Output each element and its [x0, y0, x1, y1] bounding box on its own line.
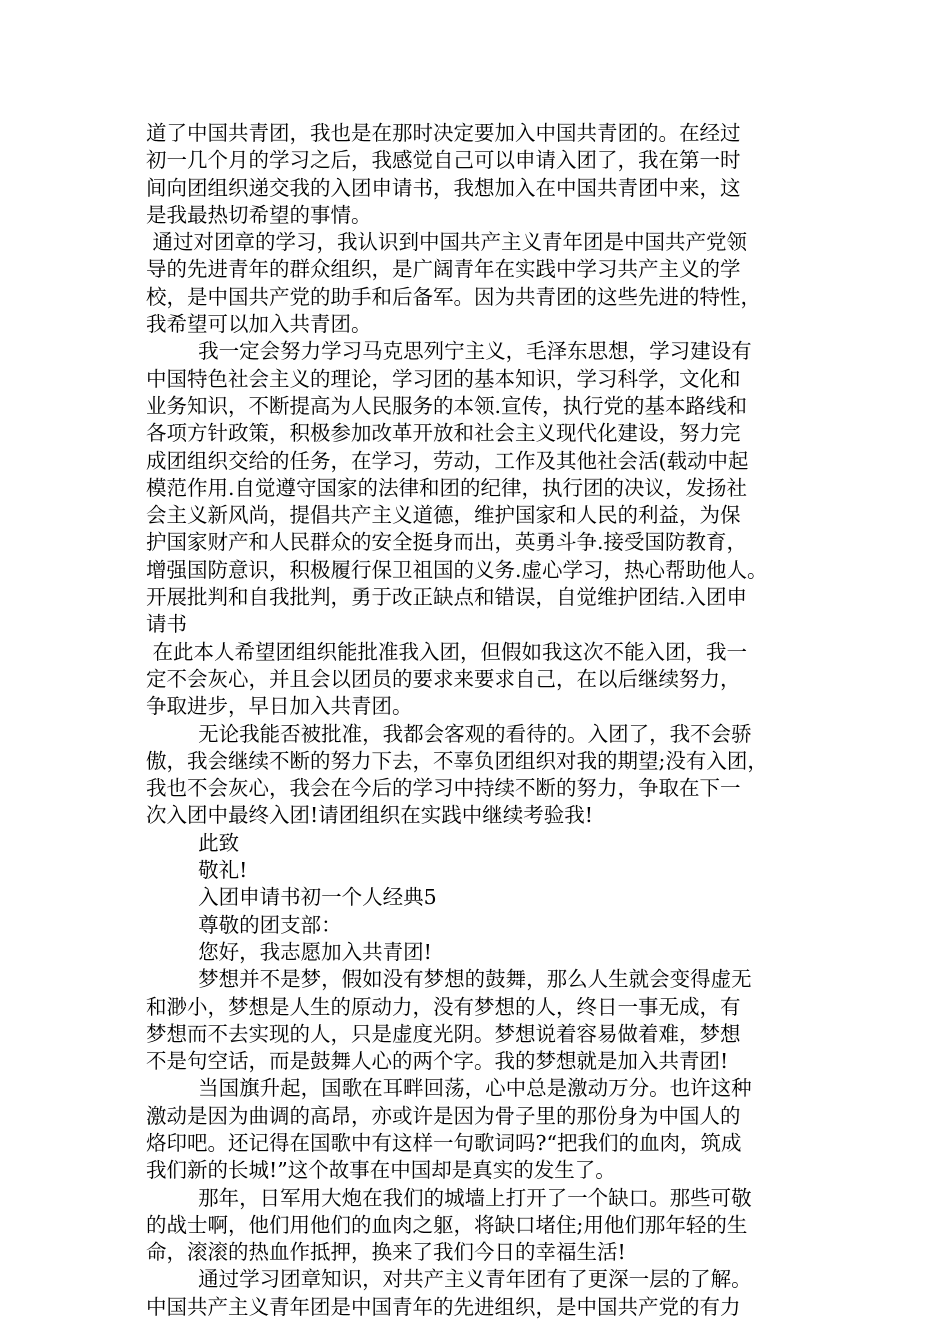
- text-line: 开展批判和自我批判，勇于改正缺点和错误，自觉维护团结.入团申: [146, 585, 748, 610]
- text-line: 增强国防意识，积极履行保卫祖国的义务.虚心学习，热心帮助他人。: [146, 557, 768, 582]
- text-line: 激动是因为曲调的高昂，亦或许是因为骨子里的那份身为中国人的: [146, 1103, 741, 1128]
- text-line: 间向团组织递交我的入团申请书，我想加入在中国共青团中来，这: [146, 175, 741, 200]
- text-line: 我也不会灰心，我会在今后的学习中持续不断的努力，争取在下一: [146, 776, 741, 801]
- text-line: 中国特色社会主义的理论，学习团的基本知识，学习科学，文化和: [146, 366, 741, 391]
- text-line: 校，是中国共产党的助手和后备军。因为共青团的这些先进的特性，: [146, 284, 761, 309]
- text-line: 在此本人希望团组织能批准我入团，但假如我这次不能入团，我一: [146, 639, 748, 664]
- text-line: 导的先进青年的群众组织，是广阔青年在实践中学习共产主义的学: [146, 257, 741, 282]
- text-line: 傲，我会继续不断的努力下去，不辜负团组织对我的期望;没有入团，: [146, 748, 768, 773]
- text-line: 无论我能否被批准，我都会客观的看待的。入团了，我不会骄: [146, 721, 752, 746]
- text-line: 梦想并不是梦，假如没有梦想的鼓舞，那么人生就会变得虚无: [146, 967, 752, 992]
- text-line: 争取进步，早日加入共青团。: [146, 694, 413, 719]
- text-line: 不是句空话，而是鼓舞人心的两个字。我的梦想就是加入共青团!: [146, 1049, 729, 1074]
- text-line: 请书: [146, 612, 187, 637]
- text-line: 通过对团章的学习，我认识到中国共产主义青年团是中国共产党领: [146, 230, 748, 255]
- text-line: 此致: [146, 830, 240, 855]
- text-line: 那年，日军用大炮在我们的城墙上打开了一个缺口。那些可敬: [146, 1185, 752, 1210]
- text-line: 定不会灰心，并且会以团员的要求来要求自己，在以后继续努力，: [146, 666, 741, 691]
- text-line: 和渺小，梦想是人生的原动力，没有梦想的人，终日一事无成，有: [146, 994, 741, 1019]
- text-line: 通过学习团章知识，对共产主义青年团有了更深一层的了解。: [146, 1267, 752, 1292]
- text-line: 各项方针政策，积极参加改革开放和社会主义现代化建设，努力完: [146, 421, 741, 446]
- text-line: 初一几个月的学习之后，我感觉自己可以申请入团了，我在第一时: [146, 148, 741, 173]
- text-line: 中国共产主义青年团是中国青年的先进组织，是中国共产党的有力: [146, 1294, 741, 1319]
- text-line: 敬礼!: [146, 858, 248, 883]
- text-line: 模范作用.自觉遵守国家的法律和团的纪律，执行团的决议，发扬社: [146, 475, 748, 500]
- text-line: 我们新的长城!”这个故事在中国却是真实的发生了。: [146, 1158, 616, 1183]
- document-body: [146, 120, 806, 1321]
- text-line: 的战士啊，他们用他们的血肉之躯，将缺口堵住;用他们那年轻的生: [146, 1212, 748, 1237]
- text-line: 护国家财产和人民群众的安全挺身而出，英勇斗争.接受国防教育，: [146, 530, 748, 555]
- text-line: 我希望可以加入共青团。: [146, 312, 372, 337]
- text-line: 业务知识，不断提高为人民服务的本领.宣传，执行党的基本路线和: [146, 393, 748, 418]
- text-line: 是我最热切希望的事情。: [146, 202, 372, 227]
- text-line: 道了中国共青团，我也是在那时决定要加入中国共青团的。在经过: [146, 121, 741, 145]
- text-line: 当国旗升起，国歌在耳畔回荡，心中总是激动万分。也许这种: [146, 1076, 752, 1101]
- text-line: 会主义新风尚，提倡共产主义道德，维护国家和人民的利益，为保: [146, 503, 741, 528]
- text-line: 尊敬的团支部：: [146, 912, 342, 937]
- text-line: 入团申请书初一个人经典5: [146, 885, 437, 910]
- text-line: 我一定会努力学习马克思列宁主义，毛泽东思想，学习建设有: [146, 339, 752, 364]
- text-line: 烙印吧。还记得在国歌中有这样一句歌词吗?“把我们的血肉，筑成: [146, 1130, 742, 1155]
- text-line: 命，滚滚的热血作抵押，换来了我们今日的幸福生活!: [146, 1240, 626, 1265]
- text-line: 次入团中最终入团!请团组织在实践中继续考验我!: [146, 803, 593, 828]
- text-line: 梦想而不去实现的人，只是虚度光阴。梦想说着容易做着难，梦想: [146, 1021, 741, 1046]
- text-line: 成团组织交给的任务，在学习，劳动，工作及其他社会活(载动中起: [146, 448, 749, 473]
- text-line: 您好，我志愿加入共青团!: [146, 939, 432, 964]
